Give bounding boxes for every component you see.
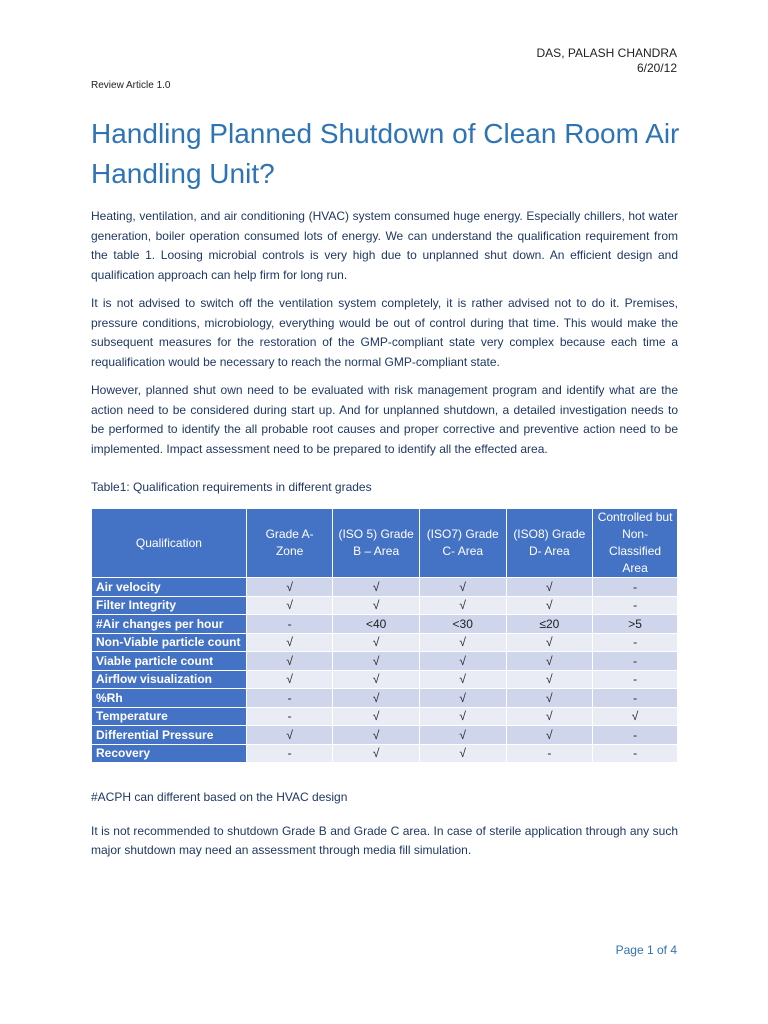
table-cell: - [593,726,678,745]
table-cell: √ [333,652,420,671]
table-row [92,726,678,745]
table-cell: √ [419,596,506,615]
table-row [92,596,678,615]
table-cell: √ [333,633,420,652]
acph-note: #ACPH can different based on the HVAC design [91,790,348,804]
header-grade-d: (ISO8) Grade D- Area [506,509,593,578]
table-cell: √ [506,596,593,615]
document-date: 6/20/12 [636,61,677,75]
table-cell: √ [333,726,420,745]
header-grade-b: (ISO 5) Grade B – Area [333,509,420,578]
table-cell: - [506,744,593,763]
table-row [92,670,678,689]
shutdown-note: It is not recommended to shutdown Grade B and Grade C area. In case of sterile application through any such major shutdown may need an assessment through media fill simulation. [91,823,678,857]
table-row [92,689,678,708]
table-cell: √ [419,578,506,597]
page-number: Page 1 of 4 [615,943,677,957]
table-cell: - [593,670,678,689]
table-cell: - [593,596,678,615]
table-cell: - [593,689,678,708]
table-row [92,578,678,597]
intro-paragraphs [91,207,678,459]
row-label: Viable particle count [92,652,247,671]
table-cell: √ [246,578,333,597]
table-cell: √ [333,689,420,708]
row-label: %Rh [92,689,247,708]
table-row [92,633,678,652]
row-label: Air velocity [92,578,247,597]
table-cell: <40 [333,615,420,634]
row-label: Differential Pressure [92,726,247,745]
table-cell: √ [506,689,593,708]
table-cell: >5 [593,615,678,634]
table-cell: √ [506,670,593,689]
table-cell: ≤20 [506,615,593,634]
paragraph-1: Heating, ventilation, and air conditioning (HVAC) system consumed huge energy. Especially chillers, hot water generation, boiler operation consumed lots of energy. We can understand the qualification requirement from the table 1. Loosing microbial controls is very high due to unplanned shut down. An efficient design and qualification approach can help firm for long run. [91,209,678,282]
table-body [92,578,678,763]
table-cell: √ [419,652,506,671]
table-cell: <30 [419,615,506,634]
notes-section [91,788,678,861]
header-grade-a: Grade A- Zone [246,509,333,578]
row-label: Temperature [92,707,247,726]
paragraph-2: It is not advised to switch off the ventilation system completely, it is rather advised not to do it. Premises, pressure conditions, microbiology, everything would be out of control during that time. This would make the subsequent measures for the restoration of the GMP-compliant state very complex because each time a requalification would be necessary to reach the normal GMP-compliant state. [91,296,678,369]
table-row [92,615,678,634]
row-label: Recovery [92,744,247,763]
table-cell: √ [246,726,333,745]
row-label: Non-Viable particle count [92,633,247,652]
table-cell: - [246,707,333,726]
table-cell: √ [333,578,420,597]
table-cell: √ [419,670,506,689]
header-grade-c: (ISO7) Grade C- Area [419,509,506,578]
table-cell: - [246,744,333,763]
table-cell: √ [506,726,593,745]
table-cell: √ [419,744,506,763]
table-cell: - [246,689,333,708]
table-caption: Table1: Qualification requirements in different grades [91,480,372,494]
article-label: Review Article 1.0 [91,80,171,91]
table-cell: - [593,652,678,671]
table-cell: √ [506,652,593,671]
table-cell: √ [419,707,506,726]
header-qualification: Qualification [92,509,247,578]
table-cell: √ [333,670,420,689]
table-cell: √ [419,726,506,745]
table-cell: √ [333,707,420,726]
table-header-row [92,509,678,578]
table-row [92,707,678,726]
table-cell: √ [506,578,593,597]
page-header-right [537,46,677,76]
table-cell: - [246,615,333,634]
table-cell: √ [333,596,420,615]
table-row [92,744,678,763]
table-cell: √ [246,670,333,689]
table-cell: √ [419,633,506,652]
table-cell: √ [506,633,593,652]
table-cell: - [593,578,678,597]
table-cell: √ [246,596,333,615]
table-cell: √ [333,744,420,763]
paragraph-3: However, planned shut own need to be evaluated with risk management program and identify what are the action need to be considered during start up. And for unplanned shutdown, a detailed investigation needs to be performed to identify the all probable root causes and proper corrective and preventive action need to be implemented. Impact assessment need to be prepared to identify all the effected area. [91,383,678,456]
row-label: Filter Integrity [92,596,247,615]
table-cell: - [593,633,678,652]
row-label: #Air changes per hour [92,615,247,634]
table-cell: - [593,744,678,763]
row-label: Airflow visualization [92,670,247,689]
table-cell: √ [246,652,333,671]
qualification-table [91,508,678,763]
table-cell: √ [506,707,593,726]
author-name: DAS, PALASH CHANDRA [536,46,677,60]
table-cell: √ [246,633,333,652]
header-controlled: Controlled but Non- Classified Area [593,509,678,578]
table-row [92,652,678,671]
table-cell: √ [419,689,506,708]
document-title: Handling Planned Shutdown of Clean Room Air Handling Unit? [91,118,680,189]
table-cell: √ [593,707,678,726]
